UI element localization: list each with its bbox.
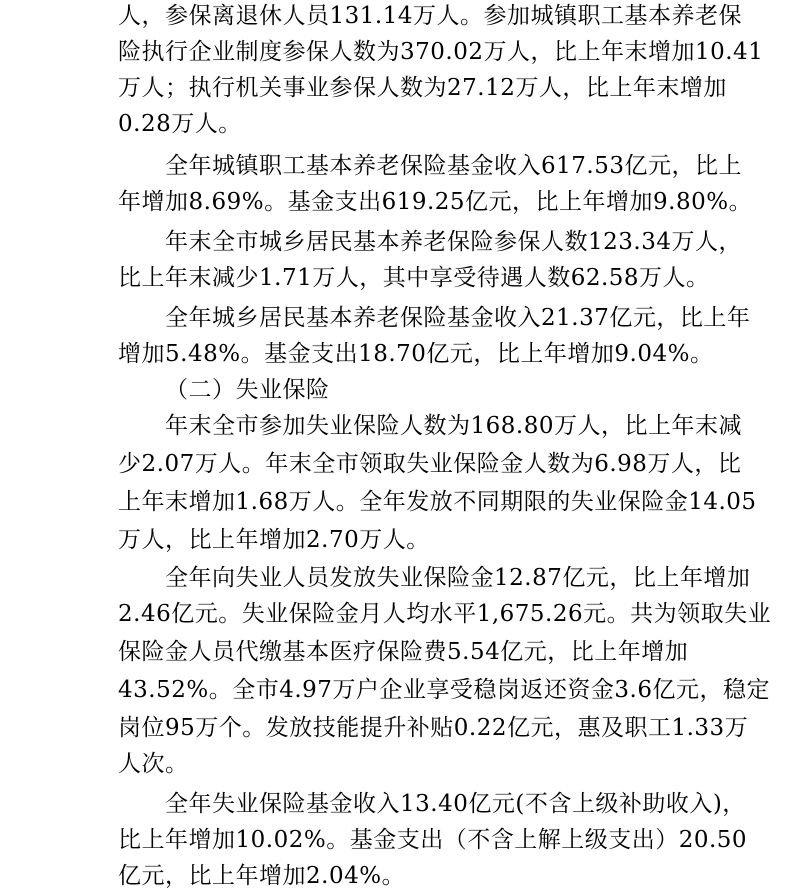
text-line: 保险金人员代缴基本医疗保险费5.54亿元，比上年增加 [118,639,689,665]
text-line: 亿元，比上年增加2.04%。 [118,863,406,889]
text-line: 万人；执行机关事业参保人数为27.12万人，比上年末增加 [118,75,727,101]
paragraph-start-line: 年末全市参加失业保险人数为168.80万人，比上年末减 [165,413,742,439]
text-line: 年增加8.69%。基金支出619.25亿元，比上年增加9.80%。 [118,189,753,215]
text-line: 少2.07万人。年末全市领取失业保险金人数为6.98万人，比 [118,451,742,477]
text-line: 2.46亿元。失业保险金月人均水平1,675.26元。共为领取失业 [118,601,772,627]
paragraph-start-line: 全年城镇职工基本养老保险基金收入617.53亿元，比上 [165,153,742,179]
text-line: 上年末增加1.68万人。全年发放不同期限的失业保险金14.05 [118,489,757,515]
text-line: 比上年末减少1.71万人，其中享受待遇人数62.58万人。 [118,265,710,291]
text-line: 43.52%。全市4.97万户企业享受稳岗返还资金3.6亿元，稳定 [118,677,770,703]
text-line: 人次。 [118,751,189,777]
text-line: 增加5.48%。基金支出18.70亿元，比上年增加9.04%。 [118,341,714,367]
text-line: 岗位95万个。发放技能提升补贴0.22亿元，惠及职工1.33万 [118,715,749,741]
text-line: 比上年增加10.02%。基金支出（不含上解上级支出）20.50 [118,827,748,853]
paragraph-start-line: 全年向失业人员发放失业保险金12.87亿元，比上年增加 [165,565,751,591]
paragraph-start-line: 全年失业保险基金收入13.40亿元(不含上级补助收入)， [165,791,746,817]
text-line: 人，参保离退休人员131.14万人。参加城镇职工基本养老保 [118,3,742,29]
paragraph-start-line: 年末全市城乡居民基本养老保险参保人数123.34万人， [165,229,742,255]
paragraph-start-line: 全年城乡居民基本养老保险基金收入21.37亿元，比上年 [165,305,751,331]
text-line: 万人，比上年增加2.70万人。 [118,527,430,553]
text-line: 0.28万人。 [118,111,242,137]
section-heading: （二）失业保险 [165,377,330,403]
text-line: 险执行企业制度参保人数为370.02万人，比上年末增加10.41 [118,39,764,65]
